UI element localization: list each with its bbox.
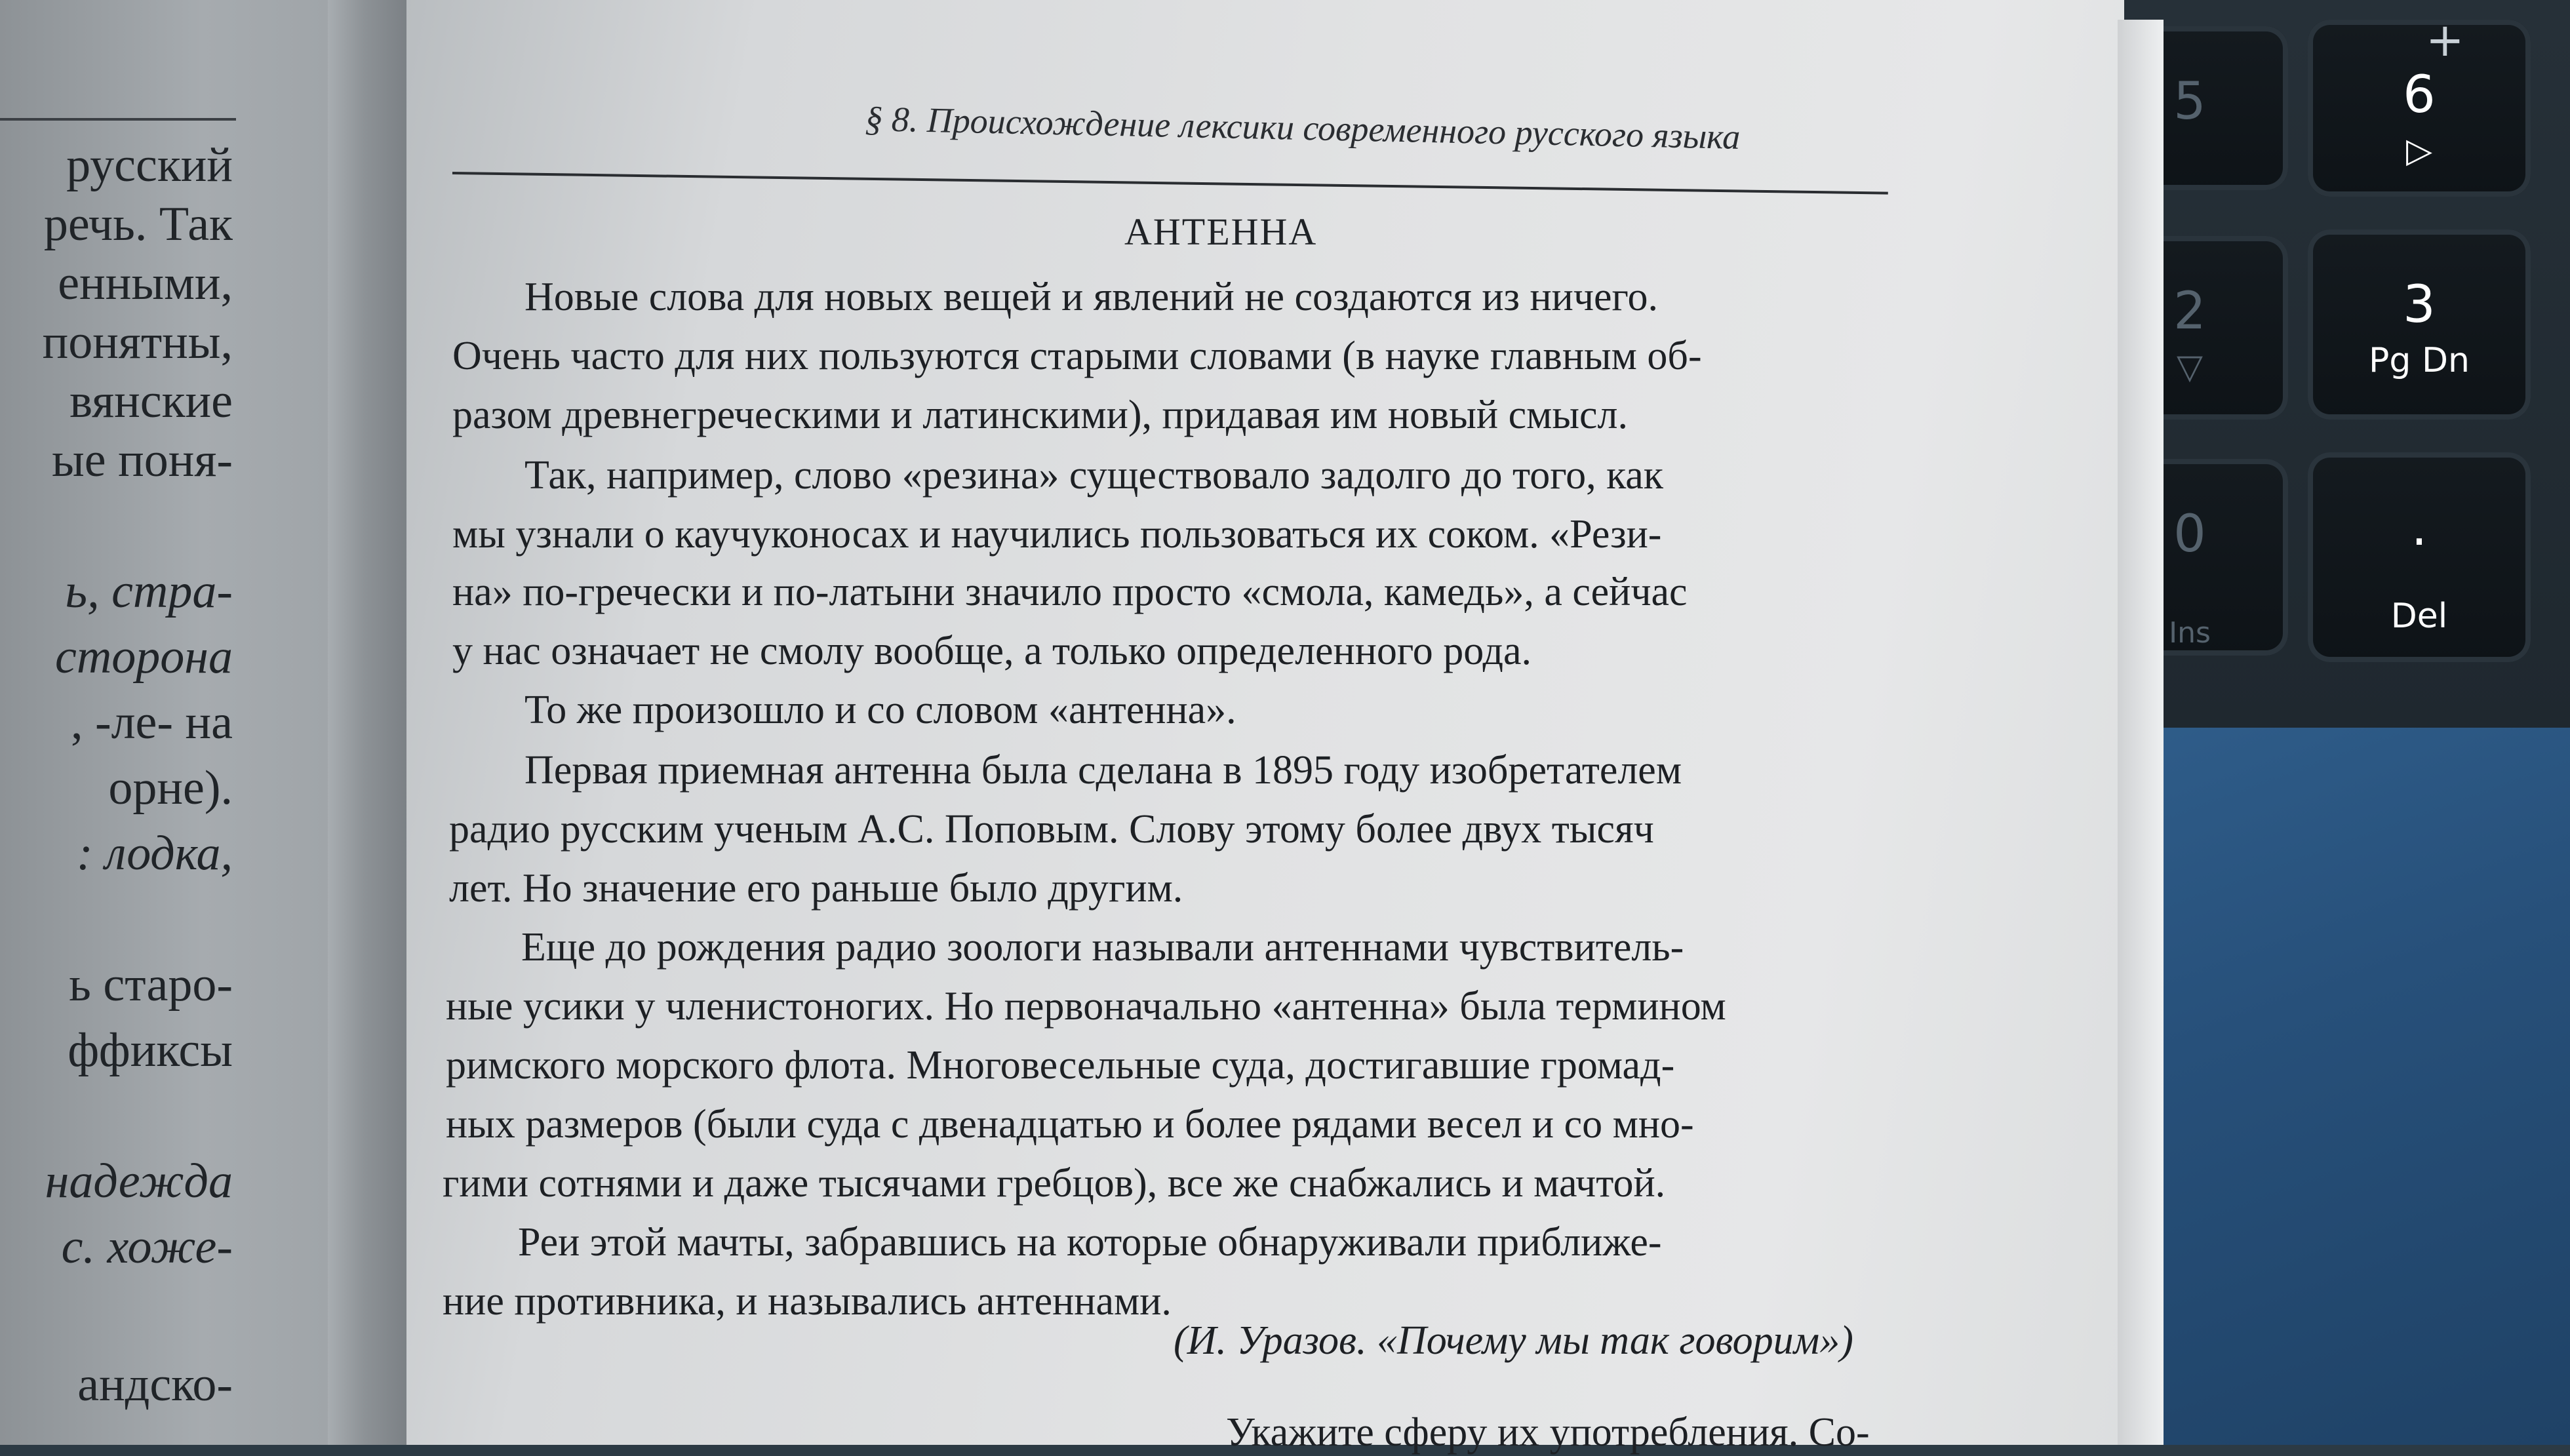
left-page-line: андско-	[77, 1358, 233, 1411]
left-page-line: ффиксы	[68, 1023, 233, 1077]
book-spine	[328, 0, 420, 1445]
key-6-sublabel: ▷	[2406, 131, 2432, 170]
text-line: на» по-гречески и по-латыни значило просто «смола, камедь», а сейчас	[452, 570, 1688, 614]
text-line: римского морского флота. Многовесельные суда, достигавшие громад-	[446, 1043, 1675, 1088]
key-3-label: 3	[2403, 275, 2436, 334]
article-title: АНТЕННА	[1124, 210, 1318, 253]
text-line: Новые слова для новых вещей и явлений не создаются из ничего.	[524, 275, 1658, 319]
left-page-rule	[0, 118, 236, 121]
page-edge	[2118, 20, 2164, 1445]
left-page-line: : лодка,	[76, 827, 233, 880]
text-line: у нас означает не смолу вообще, а только определенного рода.	[452, 629, 1532, 673]
text-line: Очень часто для них пользуются старыми словами (в науке главным об-	[452, 334, 1702, 378]
left-page	[0, 0, 367, 1445]
key-0-sublabel: Ins	[2169, 616, 2211, 650]
left-page-line: енными,	[58, 256, 233, 310]
text-line: ных размеров (были суда с двенадцатью и более рядами весел и со мно-	[446, 1102, 1694, 1147]
left-page-line: ые поня-	[52, 433, 233, 487]
key-6	[2308, 20, 2531, 197]
text-line: Реи этой мачты, забравшись на которые обнаруживали приближе-	[518, 1220, 1662, 1265]
text-line: разом древнегреческими и латинскими), придавая им новый смысл.	[452, 393, 1628, 437]
left-page-line: ь старо-	[69, 958, 233, 1012]
key-2-sublabel: ▽	[2177, 347, 2203, 387]
text-line: Так, например, слово «резина» существовало задолго до того, как	[524, 453, 1663, 498]
text-line: То же произошло и со словом «антенна».	[524, 688, 1236, 732]
text-line: радио русским ученым А.С. Поповым. Слову этому более двух тысяч	[449, 807, 1654, 852]
left-page-line: речь. Так	[43, 197, 233, 251]
text-line: Первая приемная антенна была сделана в 1895 году изобретателем	[524, 748, 1682, 793]
plus-key-label: +	[2426, 13, 2464, 67]
key-3-pgdn	[2308, 229, 2531, 420]
left-page-line: , -ле- на	[70, 696, 233, 749]
text-line: ные усики у членистоногих. Но первоначально «антенна» была термином	[446, 984, 1726, 1029]
text-line: Еще до рождения радио зоологи называли антеннами чувствитель-	[521, 925, 1684, 970]
key-3-sublabel: Pg Dn	[2369, 341, 2470, 380]
left-page-line: надежда	[45, 1154, 233, 1208]
text-line: гими сотнями и даже тысячами гребцов), все же снабжались и мачтой.	[443, 1161, 1666, 1206]
text-line: мы узнали о каучуконосах и научились пользоваться их соком. «Рези-	[452, 512, 1662, 557]
key-5-label: 5	[2173, 72, 2206, 131]
running-head: § 8. Происхождение лексики современного русского языка	[864, 98, 1741, 157]
left-page-line: вянские	[69, 374, 233, 428]
key-2-label: 2	[2173, 282, 2206, 341]
text-line: лет. Но значение его раньше было другим.	[449, 866, 1183, 911]
key-6-label: 6	[2403, 66, 2436, 125]
left-page-line: русский	[66, 138, 233, 192]
text-line: ние противника, и назывались антеннами.	[443, 1279, 1172, 1324]
left-page-line: ь, стра-	[65, 564, 233, 618]
text-line-cut: Укажите сферу их употребления. Со-	[1226, 1410, 1870, 1455]
citation: (И. Уразов. «Почему мы так говорим»)	[1174, 1318, 1853, 1363]
key-del	[2308, 452, 2531, 662]
key-0-label: 0	[2173, 505, 2206, 564]
key-del-label: .	[2411, 498, 2428, 557]
left-page-line: орне).	[108, 761, 233, 815]
left-page-line: с. хоже-	[61, 1220, 233, 1274]
left-page-line: понятны,	[42, 315, 233, 369]
key-del-sublabel: Del	[2390, 597, 2448, 636]
left-page-line: сторона	[55, 630, 233, 684]
